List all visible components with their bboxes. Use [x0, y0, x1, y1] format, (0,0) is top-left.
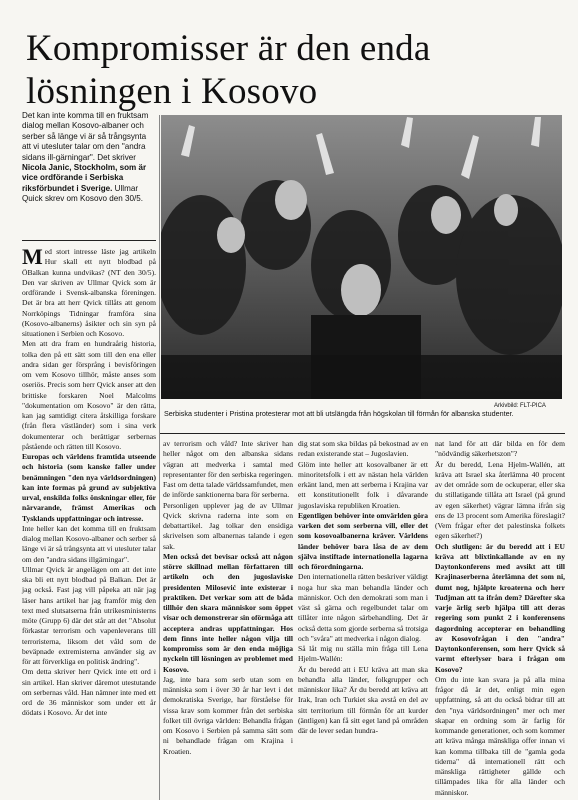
body-paragraph: Om du inte kan svara ja på alla mina frågor då är det, enligt min egen uppfattning, så att du också bidrar till att den "nya världsordningen" mer och mer skapar en ordning som är farlig för kommande generationer, och som kommer att kräva många mänskliga offer innan vi kan komma tillbaka till de "gamla goda tiderna" då internationell rätt och mänskliga rättigheter gällde och tillämpades lika för alla länder och människor.	[435, 674, 565, 797]
column-1	[22, 244, 156, 719]
body-paragraph: Den internationella rätten beskriver väldigt noga hur ska man behandla länder och människor. Och den demokrati som man i väst så gärna och regelbundet talar om tillåter inte någon särbehandling. Det är också detta som gjorde serberna så trotsiga och "svåra" att medverka i någon dialog.	[298, 572, 428, 643]
lead-text: Det kan inte komma till en fruktsam dialog mellan Kosovo-albaner och serber så länge vi är så trångsynta att vi utesluter talar om den "andra sidans ill-gärningar". Det skriver	[22, 111, 149, 162]
body-paragraph: Men att dra fram en hundraårig historia, tolka den på ett sätt som till den ena eller andra sidan ger försprång i bevisföringen om vem Kosovo tillhör, måste anses som oseriös. Precis som herr Qvick anser att den brittiske forskaren Noel Malcolms "dokumentation om Kosovo" är den rätta, kan jag samtidigt citera åtskilliga forskare (från flera västländer) som i sina verk dokumenterar och berättigar serbernas påstående och rätten till Kosovo.	[22, 339, 156, 451]
body-paragraph-bold: Europas och världens framtida utseende och historia (som kanske faller under benämningen "den nya världsordningen) kan inte formas på grund av subjektiva urval, enskilda folks önskningar eller, för närvarande, främst Amerikas och Tysklands uppfattningar och intresse.	[22, 452, 156, 523]
column-3	[298, 439, 428, 736]
lead-author: Nicola Janic, Stockholm, som är vice ordförande i Serbiska riksförbundet i Sverige.	[22, 163, 147, 193]
body-paragraph: Med stort intresse läste jag artikeln Hur skall ett nytt blodbad på ÖBalkan kunna undvikas? (NT den 30/5). Den var skriven av Ullmar Qvick som är ordförande i Svensk-albanska föreningen. Det är bra att herr Qvick tillåts att genom Norrköpings Tidningar framföra sina (Kosovo-albanerns) åsikter och sin syn på situationen i Serbien och Kosovo.	[22, 244, 156, 338]
body-paragraph-bold: Och slutligen: är du beredd att i EU kräva att blixtinkallande av en ny Daytonkonferens med avsikt att till Krajinaserberna återlämna det som ni, dumt nog, hjälpte kroaterna och herr Tudjman att ta ifrån dem? Därefter ska varje ärlig serb hjälpa till att deras regering som punkt 2 i konferensens dagordning accepterar en behandling av Kosovofrågan i den "andra" Daytonkonferensen, som herr Qvick så varmt efterlyser bara i frågan om Kosovo?	[435, 541, 565, 674]
lead-paragraph	[22, 111, 156, 205]
body-paragraph: av terrorism och våld? Inte skriver han heller något om den albanska sidans vägran att medverka i samtal med representanter för den serbiska regeringen. Fast om detta talade världssamfundet, men de införde sanktionerna bara för serberna.	[163, 439, 293, 500]
body-paragraph: Så låt mig nu ställa min fråga till Lena Hjelm-Wallén:	[298, 644, 428, 664]
dropcap: M	[22, 244, 43, 269]
body-paragraph: dig stat som ska bildas på bekostnad av en redan existerande stat – Jugoslavien.	[298, 439, 428, 459]
column-2	[163, 439, 293, 757]
caption-divider	[159, 433, 565, 434]
column-divider	[159, 115, 160, 800]
body-paragraph: Jag, inte bara som serb utan som en människa som i över 30 år har levt i det demokratiska Sverige, har förståelse för vissa krav som kommer från det serbiska folket till övriga världen: Behandla frågan om Kosovo i Serbien på samma sätt som ni behandlade frågan om Krajina i Kroatien.	[163, 674, 293, 756]
body-paragraph: Ullmar Qvick är angelägen om att det inte ska bli ett nytt blodbad på Balkan. Det är jag också. Fast jag vill påpeka att när jag läser hans artikel har jag framför mig den text med slutsatserna från utrikesministerns möte (Grupp 6) där det står att det "Absolut förkastar terrorism och vapenleverans till terroristerna, liksom det våld som de beväpnade extremisterna använder sig av för att förverkliga en politisk ändring".	[22, 564, 156, 666]
body-paragraph: Om detta skriver herr Qvick inte ett ord i sin artikel. Han skriver däremot utestutande om serbernas våld. Han nämner inte med ett ord de 36 människor som under ett år dödats i Kosovo. Är det inte	[22, 667, 156, 718]
body-paragraph-bold: Egentligen behöver inte omvärlden göra varken det som serberna vill, eller det som kosovoalbanerna kräver. Världens länder behöver bara låsa de av dem själva instiftade internationella lagarna och förordningarna.	[298, 510, 428, 571]
body-paragraph: Är du beredd att i EU kräva att man ska behandla alla länder, folkgrupper och människor lika? Är du beredd att kräva att Irak, Iran och Turkiet ska avstå en del av sitt territorium till förmån för att kurder (äntligen) kan få sitt eget land på områden där de lever sedan hundra-	[298, 664, 428, 735]
photo-caption: Serbiska studenter i Pristina protesterar mot att bli utslängda från högskolan till förmån för albanska studenter.	[164, 409, 514, 418]
body-paragraph-bold: Men också det bevisar också att någon större skillnad mellan författaren till artikeln och den jugoslaviske presidenten Milosević inte existerar i praktiken. Det verkar som att de båda tillhör den skara människor som öppet visar och demonstrerar sin oförmåga att acceptera andras uppfattningar. Hos dem finns inte heller någon vilja till kompromiss som är den enda möjliga nyckeln till lösningen av problemet med Kosovo.	[163, 551, 293, 674]
column-4	[435, 439, 565, 798]
body-paragraph: Inte heller kan det komma till en fruktsam dialog mellan Kosovo-albaner och serber så länge vi är så trångsynta att vi utesluter talar om den "andra sidans illgärningar".	[22, 523, 156, 564]
photo-credit: Arkivbild: FLT-PICA	[494, 403, 546, 409]
body-paragraph: Är du beredd, Lena Hjelm-Wallén, att kräva att Israel ska återlämna 40 procent av det område som de ockuperar, eller ska du stillatigande tillåta att Israel (på grund av egen säkerhet) vägrar lämna ifrån sig ens de 13 procent som Amerika föreslagit? (Vem frågar efter det palestinska folkets egen säkerhet?)	[435, 459, 565, 541]
headline: Kompromisser är den enda lösningen i Kosovo	[26, 27, 431, 112]
lead-tail: Ullmar Quick skrev om Kosovo den 30/5.	[22, 183, 144, 204]
news-photo	[161, 115, 562, 399]
lead-divider	[22, 240, 156, 241]
body-paragraph: Personligen upplever jag de av Ullmar Qvick skrivna raderna inte som en debattartikel. Jag tolkar den ensidiga skrivelsen som albanernas talande i egen sak.	[163, 500, 293, 551]
protest-photo-illustration	[161, 115, 562, 399]
body-paragraph: nat land för att där bilda en för dem "nödvändig säkerhetszon"?	[435, 439, 565, 459]
body-paragraph: Glöm inte heller att kosovalbaner är ett minoritetsfolk i ett av nästan hela världen erkänt land, men att serberna i Krajina var ett konstitutionellt folk i dåvarande jugoslaviska republiken Kroatien.	[298, 459, 428, 510]
